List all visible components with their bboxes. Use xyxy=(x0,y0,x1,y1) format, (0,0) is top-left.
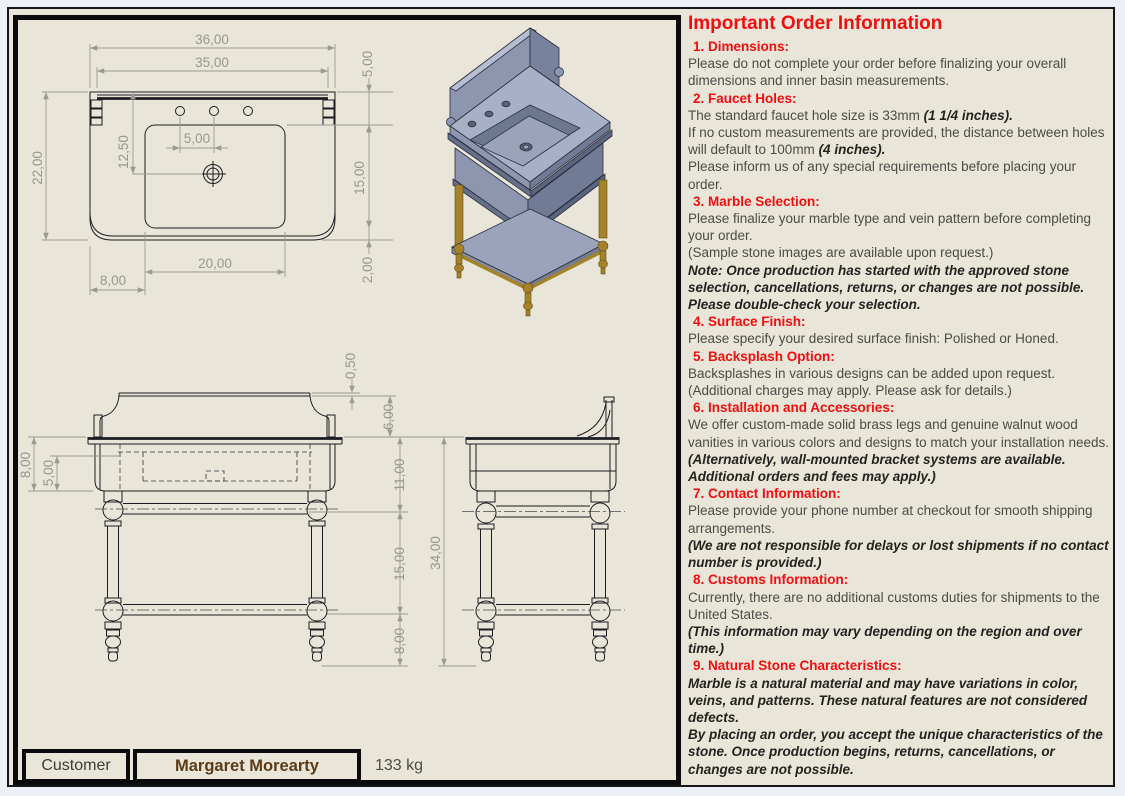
info-section-paragraph: By placing an order, you accept the unique characteristics of the stone. Once production begins, returns, cancellations, or changes are not possible. xyxy=(688,727,1103,777)
info-section-heading: 5. Backsplash Option: xyxy=(693,348,835,364)
info-panel-title: Important Order Information xyxy=(688,13,943,34)
side-view xyxy=(428,397,625,666)
dim-label: 5,00 xyxy=(41,459,56,487)
weight-value: 133 kg xyxy=(375,757,424,774)
order-info-panel xyxy=(688,12,1110,778)
faucet-hole xyxy=(176,107,185,116)
dim-label: 22,00 xyxy=(30,151,45,185)
info-section-paragraph: (Sample stone images are available upon request.) xyxy=(688,245,994,261)
dim-label: 8,00 xyxy=(392,627,407,655)
info-section-paragraph: Please finalize your marble type and vein pattern before completing your order. xyxy=(688,211,1091,244)
iso-faucet-hole xyxy=(485,111,493,117)
drain-trap-hidden xyxy=(206,471,224,481)
dim-label: 36,00 xyxy=(195,32,229,47)
drain-icon xyxy=(200,161,226,187)
info-section-heading: 4. Surface Finish: xyxy=(693,314,806,330)
info-section-paragraph: (Additional charges may apply. Please ask for details.) xyxy=(688,383,1012,399)
backsplash-curve xyxy=(577,403,606,436)
iso-shelf xyxy=(452,209,604,284)
basin-outline xyxy=(145,125,285,228)
wall-bracket-left xyxy=(91,100,102,125)
info-section-paragraph: (Alternatively, wall-mounted bracket systems are available. Additional orders and fees may apply.) xyxy=(688,451,1066,485)
info-section-paragraph: Please provide your phone number at checkout for smooth shipping arrangements. xyxy=(688,503,1093,536)
faucet-hole xyxy=(244,107,253,116)
apron-outline xyxy=(95,444,335,491)
front-view xyxy=(18,353,462,666)
info-section-paragraph: Marble is a natural material and may have variations in color, veins, and patterns. These natural features are not considered defects. xyxy=(688,675,1088,725)
backsplash-outline xyxy=(100,396,329,437)
apron-outline xyxy=(470,444,616,491)
info-section-paragraph: (This information may vary depending on the region and over time.) xyxy=(688,623,1082,657)
dim-label: 12,50 xyxy=(116,135,131,169)
info-section-heading: 6. Installation and Accessories: xyxy=(693,400,895,416)
customer-label: Customer xyxy=(41,757,111,774)
side-view-dimensions xyxy=(428,437,476,666)
top-view xyxy=(30,32,393,295)
customer-label-box xyxy=(22,749,130,783)
info-section-heading: 7. Contact Information: xyxy=(693,486,841,502)
dim-label: 11,00 xyxy=(392,458,407,492)
sink-bullnose-line xyxy=(90,212,335,236)
dim-label: 15,00 xyxy=(392,547,407,581)
info-section-paragraph: Please do not complete your order before finalizing your overall dimensions and inner basin measurements. xyxy=(688,56,1067,89)
info-sections xyxy=(688,38,1110,778)
iso-faucet-hole xyxy=(502,101,510,107)
side-leg-right xyxy=(590,491,610,661)
info-section-heading: 2. Faucet Holes: xyxy=(693,90,797,106)
info-section-paragraph: If no custom measurements are provided, the distance between holes will default to 100mm (4 inches). xyxy=(688,125,1105,158)
iso-splash-scroll xyxy=(555,68,564,77)
info-section-paragraph: (We are not responsible for delays or lost shipments if no contact number is provided.) xyxy=(688,537,1109,571)
front-leg-right xyxy=(307,491,327,661)
dim-label: 35,00 xyxy=(195,55,229,70)
dim-label: 15,00 xyxy=(352,161,367,195)
front-view-dimensions xyxy=(18,353,462,666)
info-section-paragraph: The standard faucet hole size is 33mm (1 1/4 inches). xyxy=(688,107,1013,123)
dim-label: 6,00 xyxy=(381,403,396,431)
customer-name-box xyxy=(133,749,361,783)
faucet-hole xyxy=(210,107,219,116)
dim-label: 34,00 xyxy=(428,536,443,570)
customer-name: Margaret Morearty xyxy=(175,756,319,775)
wall-bracket-right xyxy=(323,100,334,125)
info-section-heading: 3. Marble Selection: xyxy=(693,193,820,209)
front-leg-left xyxy=(103,491,123,661)
info-section-paragraph: We offer custom-made solid brass legs and genuine walnut wood vanities in various colors and designs to match your installation needs. xyxy=(688,417,1109,450)
dim-label: 20,00 xyxy=(198,256,232,271)
iso-view xyxy=(447,28,613,316)
info-section-heading: 1. Dimensions: xyxy=(693,39,790,54)
info-section-heading: 9. Natural Stone Characteristics: xyxy=(693,658,902,674)
dim-label: 0,50 xyxy=(343,352,358,380)
dim-label: 8,00 xyxy=(18,451,33,479)
dim-label: 2,00 xyxy=(360,256,375,284)
dim-label: 8,00 xyxy=(99,273,127,288)
dim-label: 5,00 xyxy=(360,50,375,78)
iso-faucet-hole xyxy=(468,121,476,127)
info-section-paragraph: Backsplashes in various designs can be added upon request. xyxy=(688,365,1055,381)
dim-label: 5,00 xyxy=(183,131,211,146)
info-section-paragraph: Please specify your desired surface finish: Polished or Honed. xyxy=(688,331,1059,347)
info-section-paragraph: Currently, there are no additional customs duties for shipments to the United States. xyxy=(688,589,1100,622)
side-leg-left xyxy=(476,491,496,661)
info-section-paragraph: Please inform us of any special requirements before placing your order. xyxy=(688,159,1076,192)
top-view-dimensions xyxy=(30,32,393,295)
info-section-heading: 8. Customs Information: xyxy=(693,572,849,588)
info-section-paragraph: Note: Once production has started with the approved stone selection, cancellations, returns, or changes are not possible. Please double-check your selection. xyxy=(688,262,1085,313)
